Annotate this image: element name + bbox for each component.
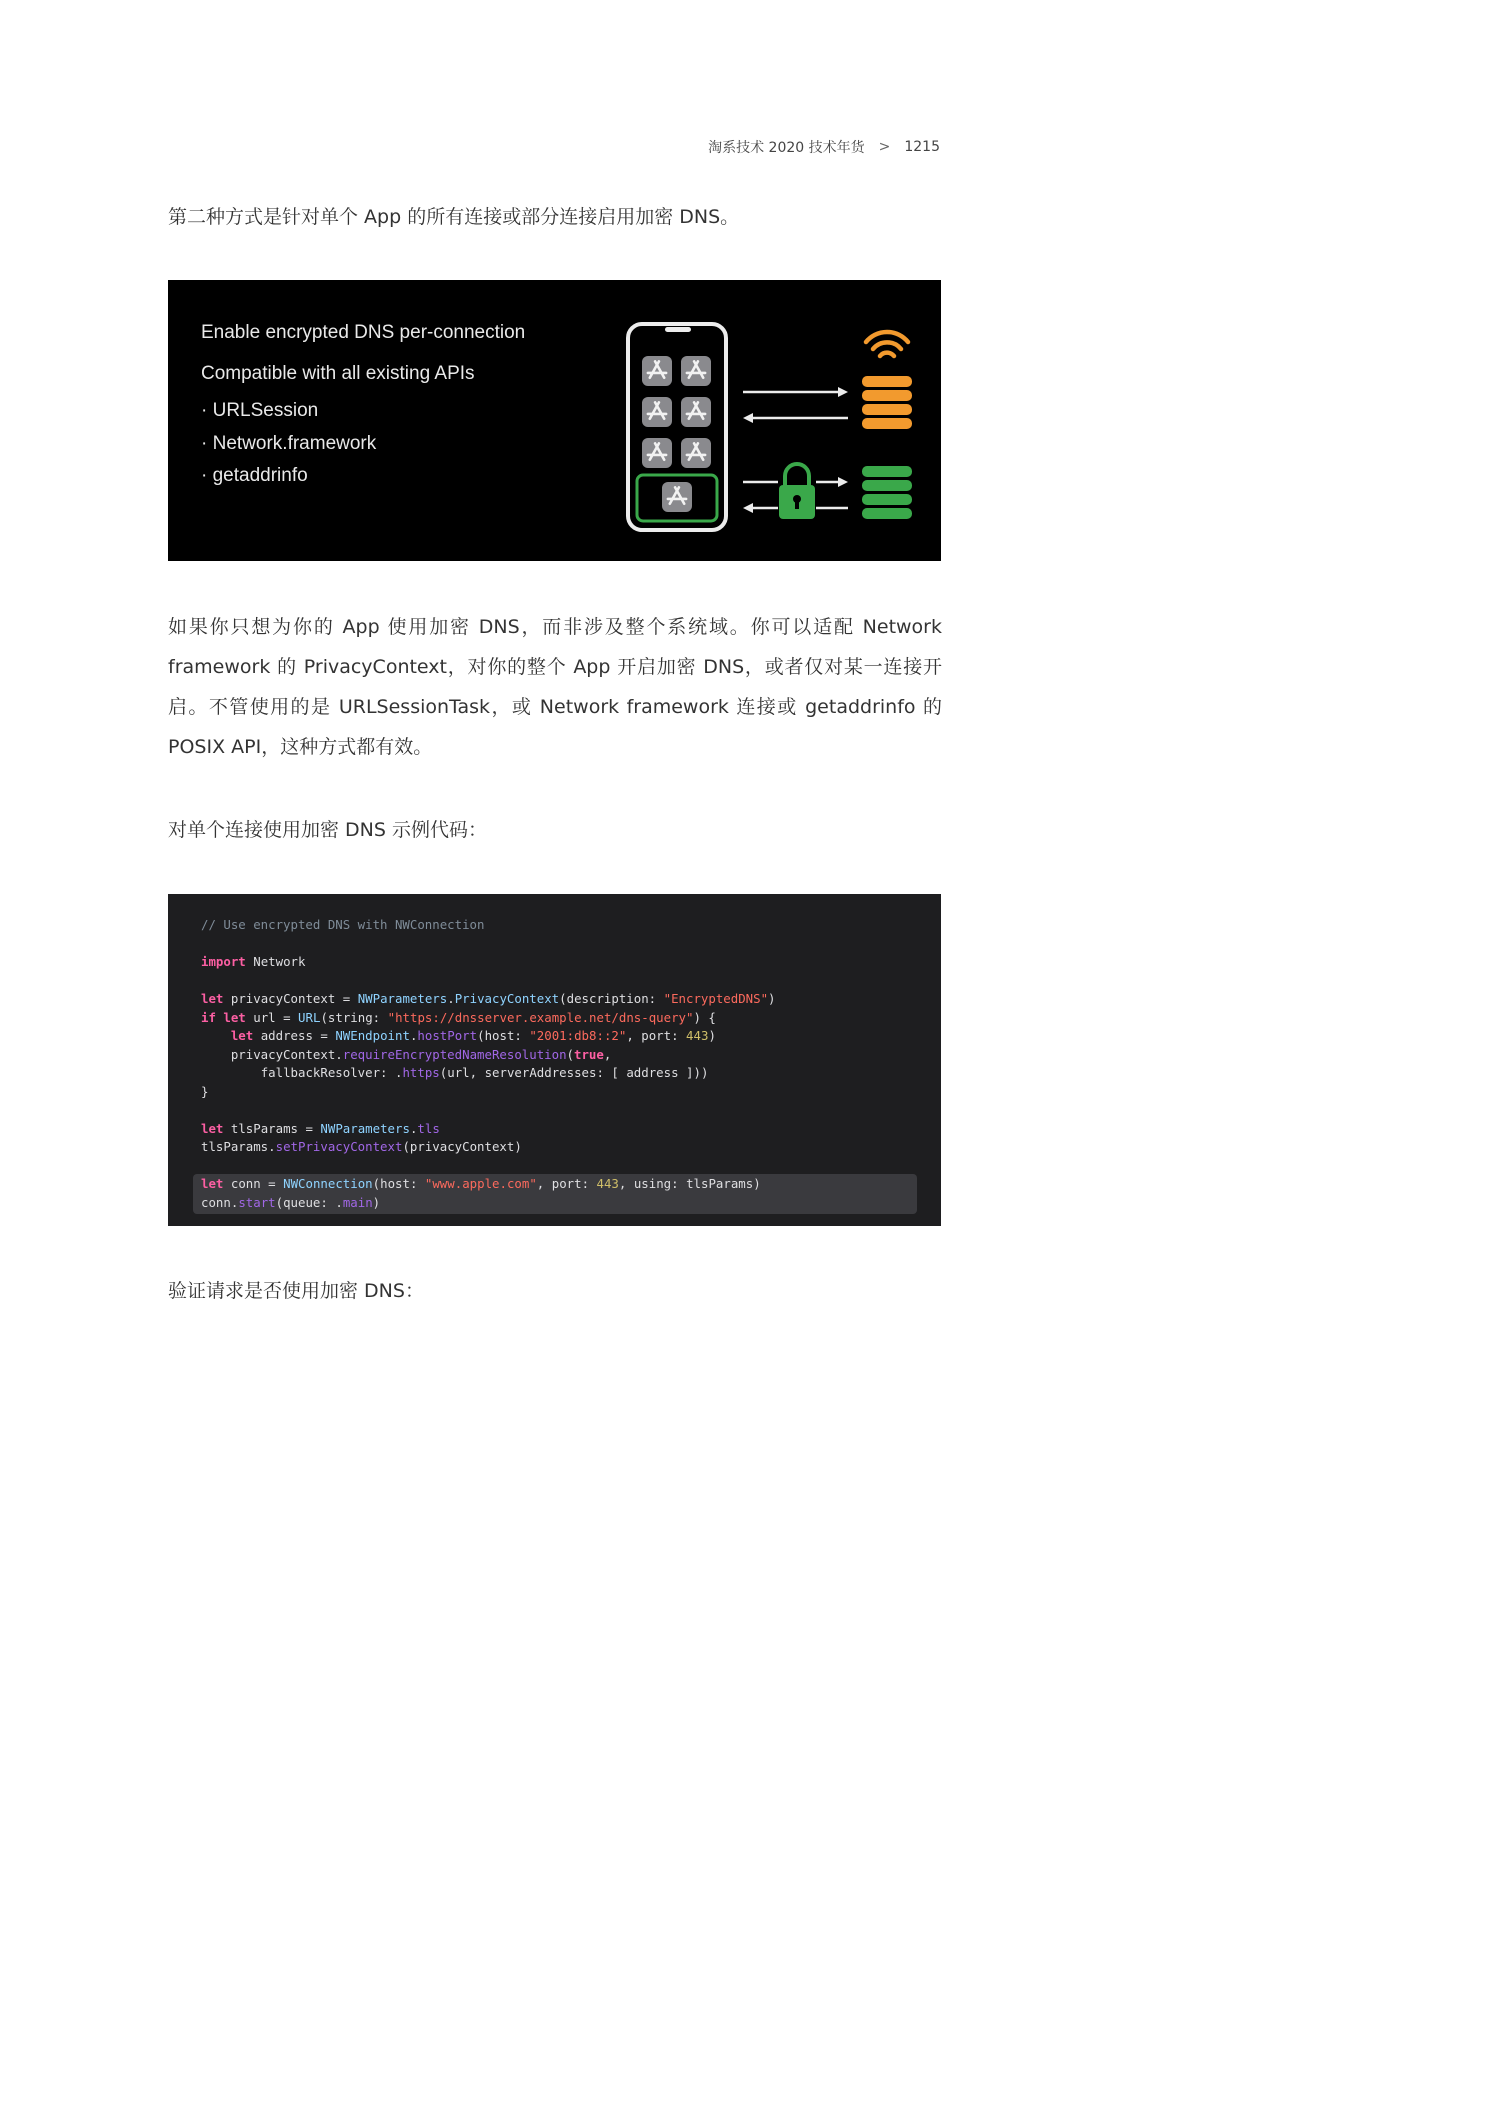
code-line: let tlsParams = NWParameters.tls bbox=[201, 1120, 440, 1136]
slide-bullet: · URLSession bbox=[201, 395, 376, 428]
code-line bbox=[201, 972, 776, 991]
page-number: 1215 bbox=[904, 139, 940, 155]
page-header bbox=[708, 137, 940, 157]
slide-title: Enable encrypted DNS per-connection bbox=[201, 322, 526, 343]
code-line: let conn = NWConnection(host: "www.apple.com", port: 443, using: tlsParams) bbox=[201, 1176, 761, 1191]
code-line bbox=[201, 1157, 776, 1176]
code-line bbox=[201, 1101, 776, 1120]
code-line: import Network bbox=[201, 954, 306, 969]
slide-bullet: · Network.framework bbox=[201, 428, 376, 461]
app-store-icon bbox=[681, 397, 711, 427]
network-diagram bbox=[618, 318, 928, 538]
code-line: if let url = URL(string: "https://dnsserver.example.net/dns-query") { bbox=[201, 1009, 716, 1025]
wifi-icon bbox=[866, 332, 908, 356]
app-store-icon bbox=[681, 438, 711, 468]
verify-paragraph: 验证请求是否使用加密 DNS： bbox=[168, 1280, 424, 1302]
breadcrumb-separator: > bbox=[878, 139, 891, 155]
app-store-icon bbox=[642, 356, 672, 386]
slide-bullet: · getaddrinfo bbox=[201, 460, 376, 493]
app-store-icon bbox=[642, 397, 672, 427]
code-line: } bbox=[201, 1083, 209, 1099]
app-store-icon bbox=[681, 356, 711, 386]
body-paragraph: 如果你只想为你的 App 使用加密 DNS，而非涉及整个系统域。你可以适配 Network framework 的 PrivacyContext，对你的整个 App 开启加密 DNS，或者仅对某一连接开启。不管使用的是 URLSessionTask，或 Network framework 连接或 getaddrinfo 的 POSIX API，这种方式都有效。 bbox=[168, 616, 942, 758]
code-intro-paragraph: 对单个连接使用加密 DNS 示例代码： bbox=[168, 819, 487, 841]
code-line: let address = NWEndpoint.hostPort(host: "2001:db8::2", port: 443) bbox=[230, 1028, 716, 1043]
code-block bbox=[201, 916, 776, 1212]
app-store-icon bbox=[662, 482, 692, 512]
slide-subtitle: Compatible with all existing APIs bbox=[201, 363, 475, 384]
lock-icon bbox=[779, 464, 815, 519]
code-line bbox=[201, 935, 776, 954]
code-line: let privacyContext = NWParameters.PrivacyContext(description: "EncryptedDNS") bbox=[201, 991, 776, 1006]
code-line: conn.start(queue: .main) bbox=[201, 1194, 381, 1210]
server-stack-icon bbox=[862, 466, 912, 519]
intro-paragraph: 第二种方式是针对单个 App 的所有连接或部分连接启用加密 DNS。 bbox=[168, 206, 740, 228]
server-stack-icon bbox=[862, 376, 912, 429]
code-screenshot bbox=[168, 894, 941, 1226]
book-title: 淘系技术 2020 技术年货 bbox=[708, 140, 865, 156]
code-line: fallbackResolver: .https(url, serverAddresses: [ address ])) bbox=[260, 1065, 709, 1080]
code-line: tlsParams.setPrivacyContext(privacyContext) bbox=[201, 1139, 522, 1154]
code-line: privacyContext.requireEncryptedNameResolution(true, bbox=[230, 1046, 612, 1062]
slide-bullet-list bbox=[201, 395, 376, 493]
wwdc-slide-image bbox=[168, 280, 941, 561]
app-store-icon bbox=[642, 438, 672, 468]
arrow-icon bbox=[743, 387, 848, 423]
app-icon-grid bbox=[642, 356, 711, 512]
code-line: // Use encrypted DNS with NWConnection bbox=[201, 917, 485, 932]
